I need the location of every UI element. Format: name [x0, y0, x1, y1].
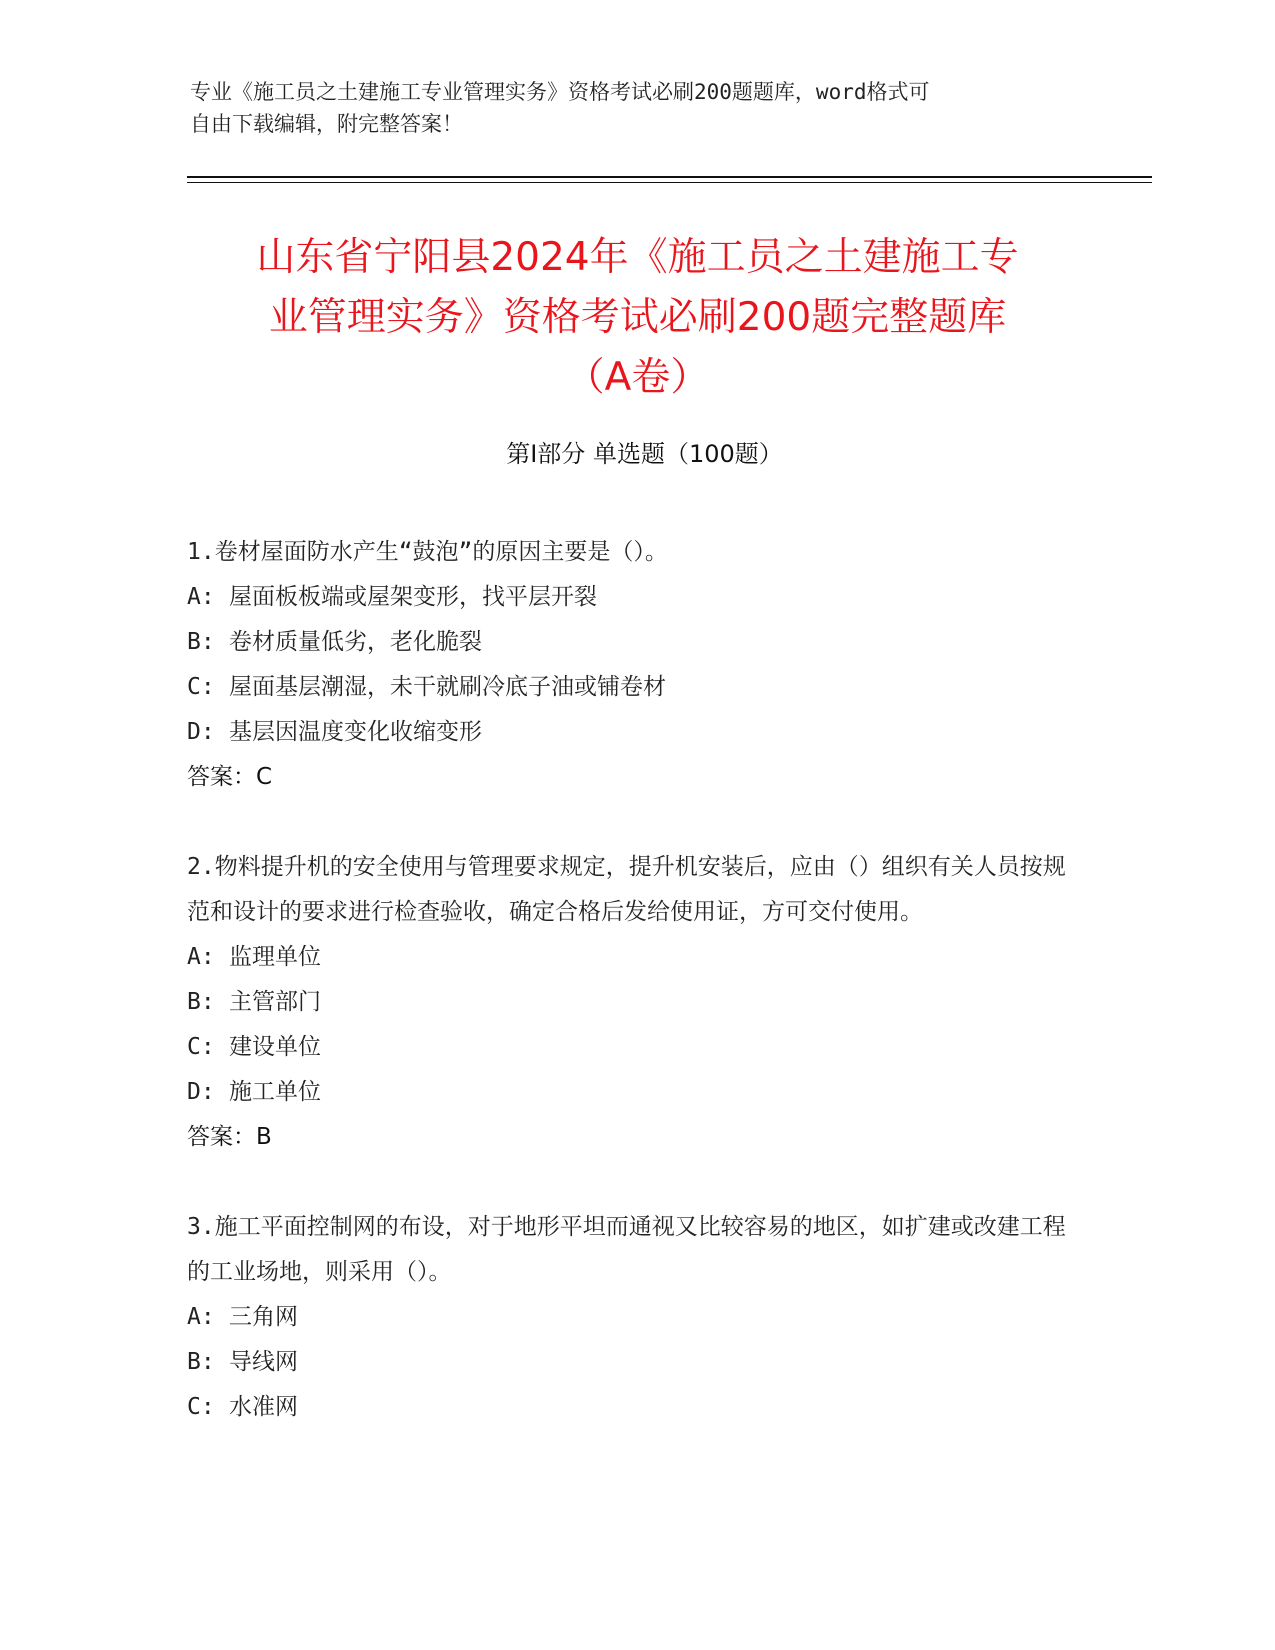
option-b: [187, 980, 1067, 1025]
question-stem: 1.卷材屋面防水产生“鼓泡”的原因主要是（）。: [187, 539, 668, 565]
option-letter: A:: [187, 584, 215, 610]
document-title: [180, 228, 1095, 408]
option-text: 主管部门: [229, 989, 321, 1015]
option-text: 监理单位: [229, 944, 321, 970]
document-header: [190, 76, 1070, 140]
option-d: [187, 1070, 1067, 1115]
header-line-2: 自由下载编辑，附完整答案！: [190, 112, 463, 136]
answer-line: 答案：B: [187, 1124, 272, 1150]
option-text: 水准网: [229, 1394, 298, 1420]
question-stem: 3.施工平面控制网的布设，对于地形平坦而通视又比较容易的地区，如扩建或改建工程的工业场地，则采用（）。: [187, 1214, 1066, 1285]
option-letter: B:: [187, 1349, 215, 1375]
question-1: [187, 530, 1067, 800]
option-text: 基层因温度变化收缩变形: [229, 719, 482, 745]
title-line-3: （A卷）: [565, 355, 710, 400]
section-heading: 第Ⅰ部分 单选题（100题）: [506, 440, 783, 468]
title-line-2: 业管理实务》资格考试必刷200题完整题库: [268, 295, 1007, 340]
option-d: [187, 710, 1067, 755]
header-divider-thin: [187, 182, 1152, 183]
question-3: [187, 1205, 1067, 1430]
option-a: [187, 575, 1067, 620]
option-text: 三角网: [229, 1304, 298, 1330]
option-text: 卷材质量低劣，老化脆裂: [229, 629, 482, 655]
question-2: [187, 845, 1067, 1160]
option-letter: B:: [187, 629, 215, 655]
option-text: 屋面板板端或屋架变形，找平层开裂: [229, 584, 597, 610]
option-letter: A:: [187, 944, 215, 970]
option-text: 导线网: [229, 1349, 298, 1375]
header-line-1: 专业《施工员之土建施工专业管理实务》资格考试必刷200题题库，word格式可: [190, 80, 930, 104]
header-divider-thick: [187, 176, 1152, 178]
option-text: 屋面基层潮湿，未干就刷冷底子油或铺卷材: [229, 674, 666, 700]
option-letter: C:: [187, 1034, 215, 1060]
option-c: [187, 1025, 1067, 1070]
option-letter: D:: [187, 1079, 215, 1105]
option-a: [187, 935, 1067, 980]
answer-line: 答案：C: [187, 764, 273, 790]
option-b: [187, 1340, 1067, 1385]
option-text: 建设单位: [229, 1034, 321, 1060]
question-list: [187, 530, 1067, 1475]
option-letter: B:: [187, 989, 215, 1015]
question-stem: 2.物料提升机的安全使用与管理要求规定，提升机安装后，应由（）组织有关人员按规范和设计的要求进行检查验收，确定合格后发给使用证，方可交付使用。: [187, 854, 1066, 925]
option-text: 施工单位: [229, 1079, 321, 1105]
option-b: [187, 620, 1067, 665]
option-a: [187, 1295, 1067, 1340]
option-c: [187, 1385, 1067, 1430]
option-letter: A:: [187, 1304, 215, 1330]
option-letter: D:: [187, 719, 215, 745]
option-c: [187, 665, 1067, 710]
title-line-1: 山东省宁阳县2024年《施工员之土建施工专: [256, 235, 1019, 280]
option-letter: C:: [187, 1394, 215, 1420]
option-letter: C:: [187, 674, 215, 700]
